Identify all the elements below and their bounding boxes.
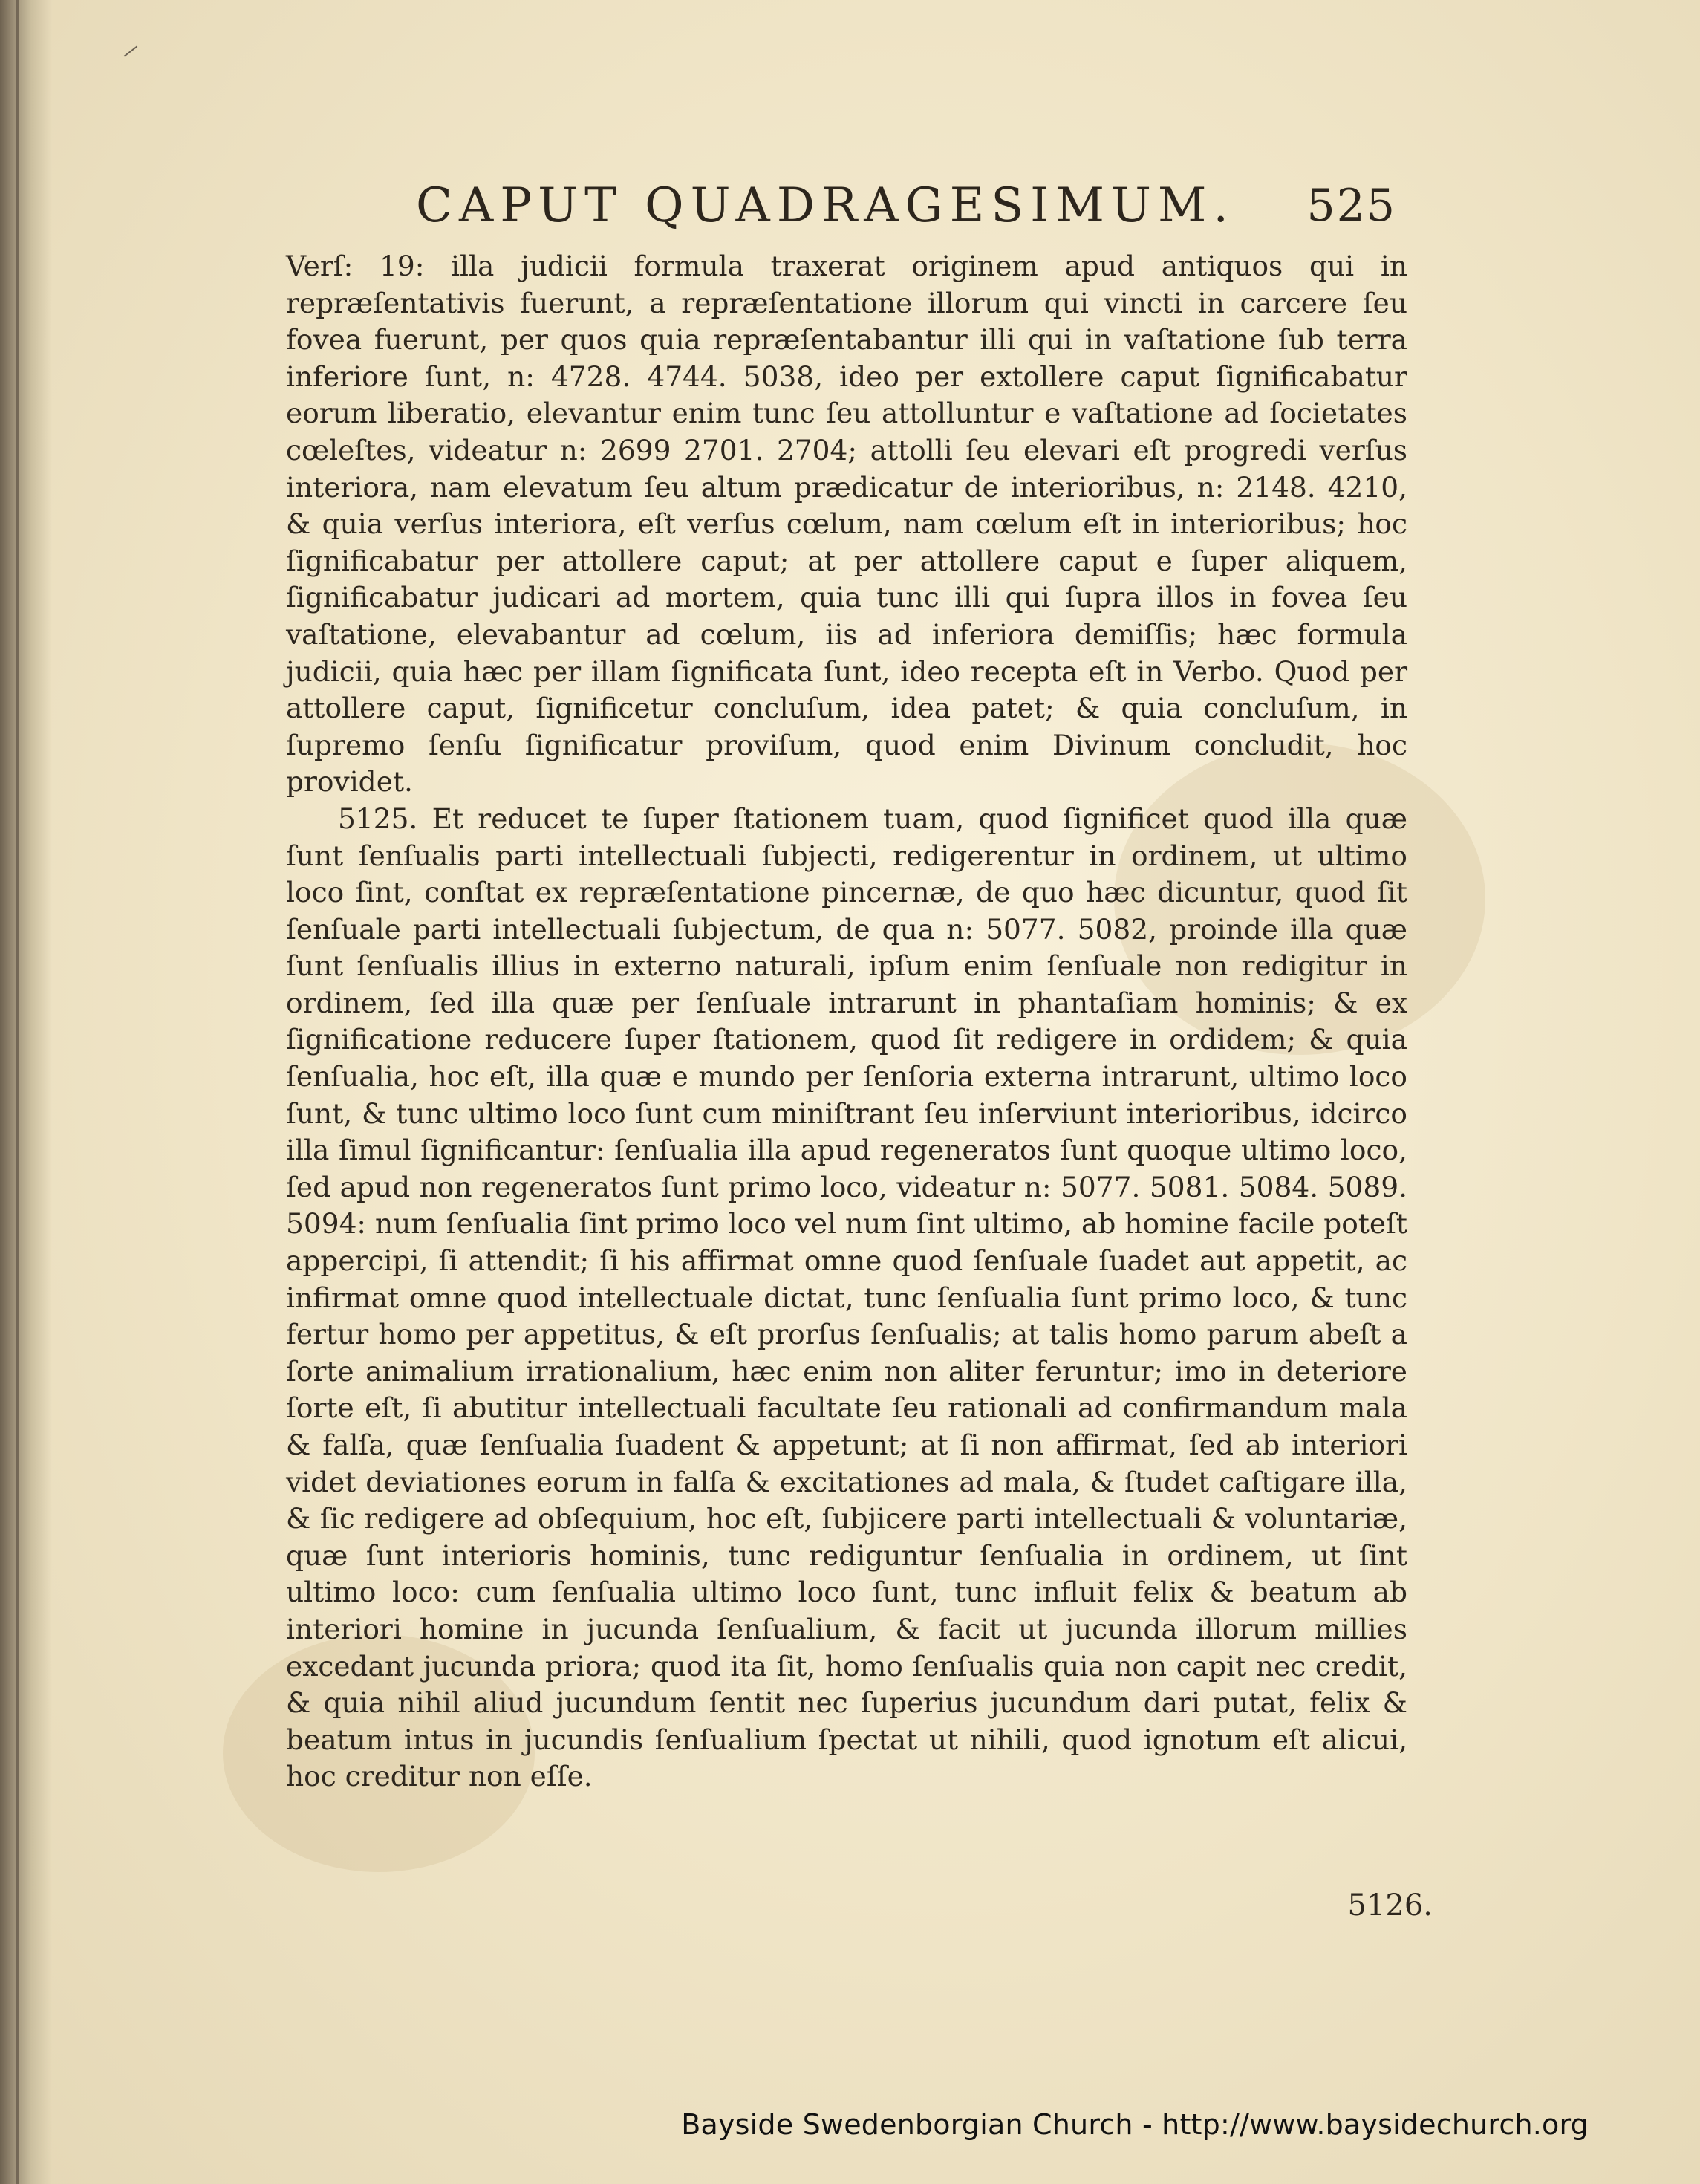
page-number: 525 [1306,180,1396,232]
binding-shadow-line [16,0,19,2184]
running-header [416,172,1396,239]
running-title: CAPUT QUADRAGESIMUM. [416,178,1235,233]
paragraph: Verſ: 19: illa judicii formula traxerat originem apud antiquos qui in repræſentativis fuerunt, a repræſentatione illorum qui vincti in carcere ſeu fovea fuerunt, per quos quia repræſentabantur illi qui in vaſtatione ſub terra inferiore ſunt, n: 4728. 4744. 5038, ideo per extollere caput ſignificabatur eorum liberatio, elevantur enim tunc ſeu attolluntur e vaſtatione ad ſocietates cœleſtes, videatur n: 2699 2701. 2704; attolli ſeu elevari eſt progredi verſus interiora, nam elevatum ſeu altum prædicatur de interioribus, n: 2148. 4210, & quia verſus interiora, eſt verſus cœlum, nam cœlum eſt in interioribus; hoc ſignificabatur per attollere caput; at per attollere caput e ſuper aliquem, ſignificabatur judicari ad mortem, quia tunc illi qui ſupra illos in fovea ſeu vaſtatione, elevabantur ad cœlum, iis ad inferiora demiſſis; hæc formula judicii, quia hæc per illam ſignificata ſunt, ideo recepta eſt in Verbo. Quod per attollere caput, ſignificetur concluſum, idea patet; & quia concluſum, in ſupremo ſenſu ſignificatur proviſum, quod enim Divinum concludit, hoc providet. [286,250,1407,799]
watermark-text: Bayside Swedenborgian Church - http://www.baysidechurch.org [681,2108,1589,2141]
pencil-mark [124,45,138,56]
main-text [286,248,1407,1795]
paragraph: 5125. Et reducet te ſuper ſtationem tuam, quod ſignificet quod illa quæ ſunt ſenſualis parti intellectuali ſubjecti, redigerentur in ordinem, ut ultimo loco ſint, conſtat ex repræſentatione pincernæ, de quo hæc dicuntur, quod ſit ſenſuale parti intellectuali ſubjectum, de qua n: 5077. 5082, proinde illa quæ ſunt ſenſualis illius in externo naturali, ipſum enim ſenſuale non redigitur in ordinem, ſed illa quæ per ſenſuale intrarunt in phantaſiam hominis; & ex ſignificatione reducere ſuper ſtationem, quod ſit redigere in ordidem; & quia ſenſualia, hoc eſt, illa quæ e mundo per ſenſoria externa intrarunt, ultimo loco ſunt, & tunc ultimo loco ſunt cum miniſtrant ſeu inſerviunt interioribus, idcirco illa ſimul ſignificantur: ſenſualia illa apud regeneratos ſunt quoque ultimo loco, ſed apud non regeneratos ſunt primo loco, videatur n: 5077. 5081. 5084. 5089. 5094: num ſenſualia ſint primo loco vel num ſint ultimo, ab homine facile poteſt appercipi, ſi attendit; ſi his affirmat omne quod ſenſuale ſuadet aut appetit, ac infirmat omne quod intellectuale dictat, tunc ſenſualia ſunt primo loco, & tunc fertur homo per appetitus, & eſt prorſus ſenſualis; at talis homo parum abeſt a ſorte animalium irrationalium, hæc enim non aliter feruntur; imo in deteriore ſorte eſt, ſi abutitur intellectuali facultate ſeu rationali ad confirmandum mala & falſa, quæ ſenſualia ſuadent & appetunt; at ſi non affirmat, ſed ab interiori videt deviationes eorum in falſa & excitationes ad mala, & ſtudet caſtigare illa, & ſic redigere ad obſequium, hoc eſt, ſubjicere parti intellectuali & voluntariæ, quæ ſunt interioris hominis, tunc rediguntur ſenſualia in ordinem, ut ſint ultimo loco: cum ſenſualia ultimo loco ſunt, tunc influit felix & beatum ab interiori homine in jucunda ſenſualium, & facit ut jucunda illorum millies excedant jucunda priora; quod ita ſit, homo ſenſualis quia non capit nec credit, & quia nihil aliud jucundum ſentit nec ſuperius jucundum dari putat, felix & beatum intus in jucundis ſenſualium ſpectat ut nihili, quod ignotum eſt alicui, hoc creditur non eſſe. [286,802,1407,1793]
catchword: 5126. [1347,1888,1433,1923]
binding-gutter [0,0,52,2184]
